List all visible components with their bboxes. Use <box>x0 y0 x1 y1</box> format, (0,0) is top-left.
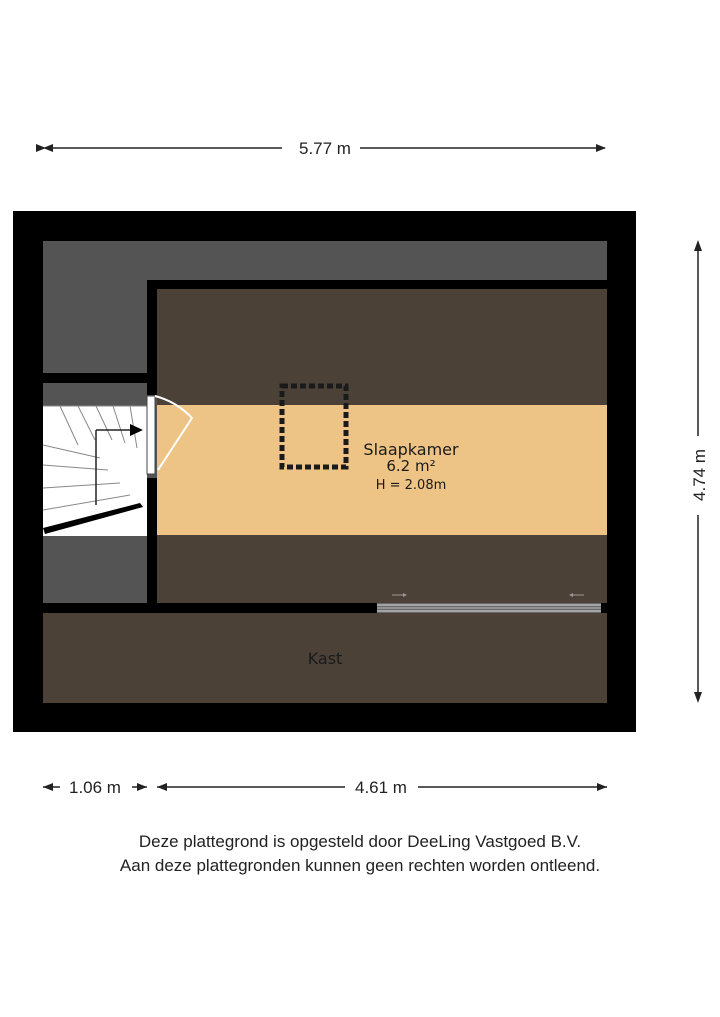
dimension-bottom-left-label: 1.06 m <box>69 778 121 797</box>
closet-name: Kast <box>307 649 343 668</box>
bedroom-area: 6.2 m² <box>386 457 436 475</box>
bedroom-left-wall-top <box>147 280 157 395</box>
staircase <box>43 373 157 536</box>
bedroom-top-wall <box>147 280 607 289</box>
closet-wall <box>43 603 377 613</box>
dimension-bottom-right-label: 4.61 m <box>355 778 407 797</box>
dimension-bottom-left <box>43 778 147 797</box>
bedroom-height: H = 2.08m <box>375 478 447 493</box>
footer-line-2: Aan deze plattegronden kunnen geen rechten worden ontleend. <box>119 856 601 875</box>
dimension-top-label: 5.77 m <box>299 139 351 158</box>
dimension-right-label: 4.74 m <box>690 449 709 501</box>
bedroom-usable-area <box>157 405 607 535</box>
dimension-bottom-right <box>157 778 607 797</box>
bedroom-name: Slaapkamer <box>363 440 459 459</box>
dimension-right <box>690 240 709 703</box>
footer-line-1: Deze plattegrond is opgesteld door DeeLing Vastgoed B.V. <box>138 832 582 851</box>
dimension-top <box>43 139 605 158</box>
